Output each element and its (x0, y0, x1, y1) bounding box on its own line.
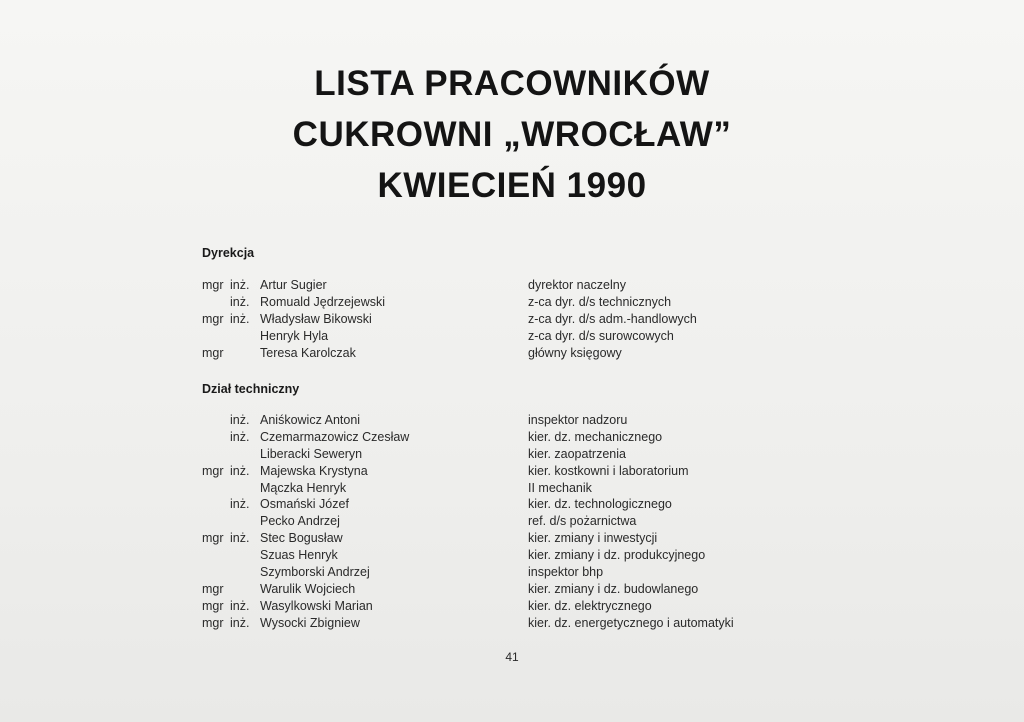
staff-position: kier. zmiany i dz. budowlanego (528, 581, 699, 596)
title-prefix-1: mgr (202, 615, 224, 630)
staff-name: Władysław Bikowski (260, 311, 372, 326)
title-prefix-2: inż. (230, 413, 250, 427)
page-title (0, 58, 1024, 211)
staff-position: kier. zaopatrzenia (528, 446, 626, 461)
staff-name: Szuas Henryk (260, 548, 338, 563)
staff-list-dzial-techniczny (0, 412, 1024, 632)
staff-position: z-ca dyr. d/s surowcowych (528, 328, 674, 343)
staff-name: Czemarmazowicz Czesław (260, 429, 410, 444)
staff-name: Romuald Jędrzejewski (260, 294, 386, 309)
staff-name: Wasylkowski Marian (260, 598, 373, 613)
staff-row (0, 564, 1024, 581)
staff-position: kier. dz. technologicznego (528, 497, 672, 512)
staff-position: inspektor bhp (528, 565, 604, 580)
page-number: 41 (505, 650, 519, 664)
staff-name: Warulik Wojciech (260, 581, 356, 596)
staff-row (0, 480, 1024, 497)
staff-position: z-ca dyr. d/s technicznych (528, 294, 672, 309)
staff-row (0, 429, 1024, 446)
staff-name: Mączka Henryk (260, 480, 347, 495)
staff-position: główny księgowy (528, 345, 622, 360)
staff-name: Stec Bogusław (260, 531, 343, 546)
staff-row (0, 513, 1024, 530)
staff-name: Aniśkowicz Antoni (260, 413, 361, 427)
staff-name: Szymborski Andrzej (260, 565, 370, 580)
staff-name: Teresa Karolczak (260, 345, 356, 360)
staff-position: inspektor nadzoru (528, 413, 628, 427)
staff-row (0, 294, 1024, 311)
staff-row (0, 328, 1024, 345)
staff-row (0, 277, 1024, 294)
title-line-1: LISTA PRACOWNIKÓW (314, 64, 710, 103)
section-heading-dyrekcja: Dyrekcja (202, 246, 255, 260)
staff-row (0, 446, 1024, 463)
staff-row (0, 496, 1024, 513)
staff-position: II mechanik (528, 480, 592, 495)
staff-row (0, 412, 1024, 429)
staff-row (0, 581, 1024, 598)
staff-name: Henryk Hyla (260, 328, 329, 343)
title-prefix-2: inż. (230, 311, 250, 326)
title-prefix-1: mgr (202, 345, 224, 360)
title-line-3: KWIECIEŃ 1990 (377, 166, 647, 205)
staff-name: Wysocki Zbigniew (260, 615, 360, 630)
staff-row (0, 598, 1024, 615)
title-prefix-1: mgr (202, 531, 224, 546)
staff-position: kier. kostkowni i laboratorium (528, 463, 689, 478)
section-heading-dzial-techniczny: Dział techniczny (202, 382, 300, 396)
title-prefix-1: mgr (202, 278, 224, 292)
title-prefix-2: inż. (230, 278, 250, 292)
staff-row (0, 530, 1024, 547)
staff-name: Pecko Andrzej (260, 514, 340, 529)
title-prefix-2: inż. (230, 615, 250, 630)
title-prefix-2: inż. (230, 463, 250, 478)
title-line-2: CUKROWNI „WROCŁAW” (292, 115, 732, 154)
staff-position: kier. zmiany i inwestycji (528, 531, 658, 546)
title-prefix-1: mgr (202, 311, 224, 326)
staff-row (0, 463, 1024, 480)
staff-name: Osmański Józef (260, 497, 349, 512)
staff-row (0, 547, 1024, 564)
staff-row (0, 311, 1024, 328)
staff-row (0, 345, 1024, 362)
staff-position: dyrektor naczelny (528, 278, 626, 292)
title-prefix-2: inż. (230, 294, 250, 309)
title-prefix-1: mgr (202, 598, 224, 613)
staff-name: Artur Sugier (260, 278, 327, 292)
staff-name: Liberacki Seweryn (260, 446, 363, 461)
title-prefix-1: mgr (202, 581, 224, 596)
title-prefix-2: inż. (230, 429, 250, 444)
title-prefix-2: inż. (230, 497, 250, 512)
staff-position: kier. zmiany i dz. produkcyjnego (528, 548, 706, 563)
staff-name: Majewska Krystyna (260, 463, 368, 478)
staff-position: z-ca dyr. d/s adm.-handlowych (528, 311, 697, 326)
staff-list-dyrekcja (0, 277, 1024, 361)
title-prefix-1: mgr (202, 463, 224, 478)
staff-position: kier. dz. elektrycznego (528, 598, 652, 613)
staff-position: kier. dz. mechanicznego (528, 429, 663, 444)
title-prefix-2: inż. (230, 598, 250, 613)
staff-position: ref. d/s pożarnictwa (528, 514, 637, 529)
staff-row (0, 615, 1024, 632)
title-prefix-2: inż. (230, 531, 250, 546)
staff-position: kier. dz. energetycznego i automatyki (528, 615, 734, 630)
